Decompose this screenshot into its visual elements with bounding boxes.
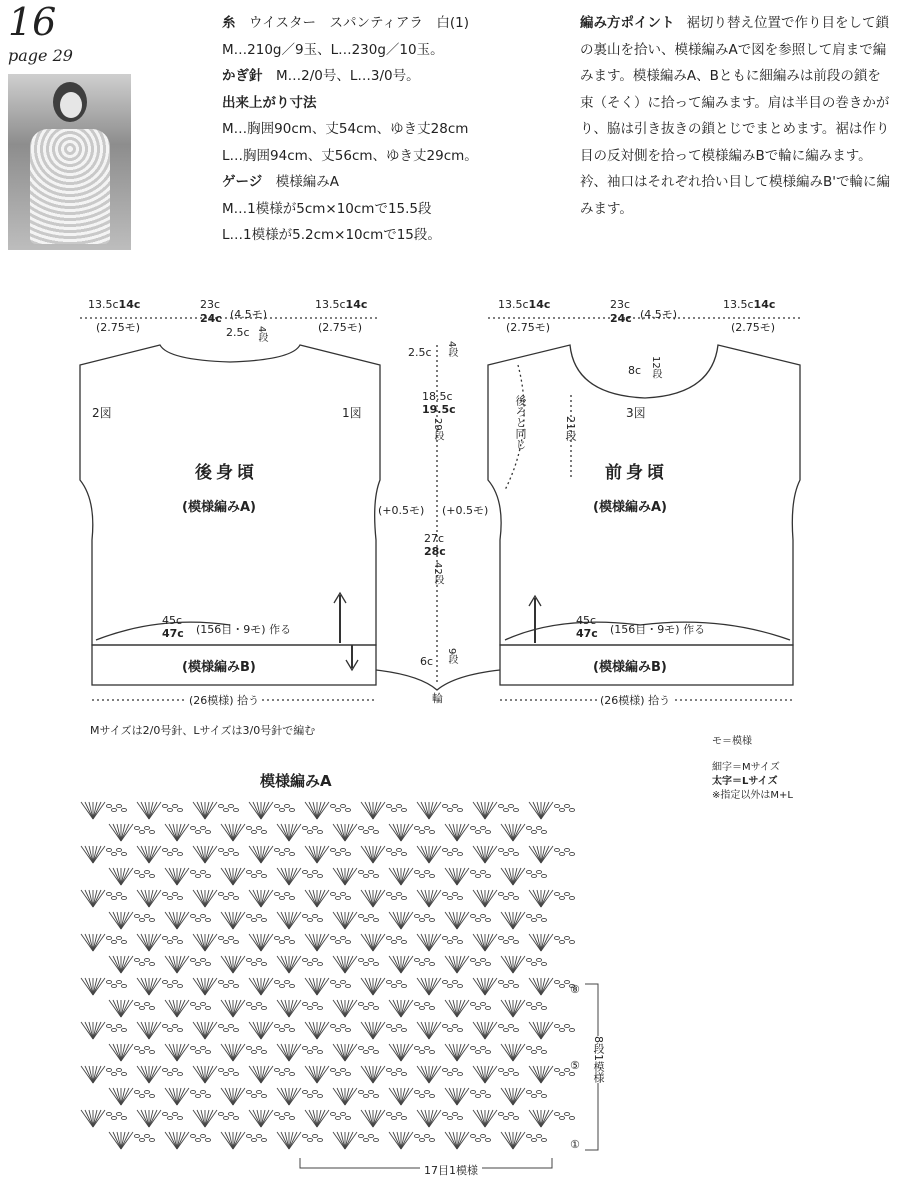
- front-neck-sub: (4.5モ): [640, 308, 678, 321]
- stitch-row: [81, 1066, 575, 1083]
- center-body-l: 28c: [424, 545, 446, 558]
- gauge-m: M…1模様が5cm×10cmで15.5段: [222, 200, 432, 217]
- back-shoulder-right-dim: 13.5c14c: [315, 298, 368, 311]
- stitch-row: [81, 846, 575, 863]
- back-pattern: (模様編みA): [182, 500, 256, 515]
- back-foundation-text: (156目・9モ) 作る: [196, 623, 292, 636]
- legend-default: ※指定以外はM+L: [712, 790, 793, 801]
- center-arm-l: 19.5c: [422, 403, 456, 416]
- size-m: M…胸囲90cm、丈54cm、ゆき丈28cm: [222, 121, 469, 137]
- plus-right: (+0.5モ): [442, 504, 489, 517]
- back-neck-dim-l: 24c: [200, 312, 222, 325]
- back-hem-pattern: (模様編みB): [182, 660, 256, 675]
- tips-text: 裾切り替え位置で作り目をして鎖の裏山を拾い、模様編みAで図を参照して肩まで編みます。模様編みA、Bともに細編みは前段の鎖を束（そく）に拾って編みます。肩は半目の巻きかがり、脇は引き抜きの鎖とじでまとめます。裾は作り目の反対側を拾って模様編みBで輪に編みます。衿、袖口はそれぞれ拾い目して模様編みB'で輪に編みます。: [580, 15, 890, 217]
- back-neck-rows: 4段: [256, 326, 267, 343]
- back-fig-left: 2図: [92, 406, 112, 420]
- pattern-number: 16: [8, 0, 57, 44]
- yarn-label: 糸: [222, 15, 236, 31]
- ring-label: 輪: [432, 692, 443, 705]
- stitch-row: [81, 890, 575, 907]
- gauge-label: ゲージ: [222, 174, 263, 190]
- front-foundation-l: 47c: [576, 627, 598, 640]
- front-shoulder-left-sub: (2.75モ): [506, 321, 551, 334]
- hook-text: M…2/0号、L…3/0号。: [276, 68, 420, 84]
- center-hem-dim: 6c: [420, 655, 434, 668]
- center-body-rows: 42段: [432, 562, 443, 585]
- back-hem-pick: (26模様) 拾う: [186, 692, 262, 708]
- chart-repeat-sts: 17目1模様: [420, 1162, 482, 1178]
- gauge-text: 模様編みA: [275, 174, 339, 190]
- stitch-row: [81, 934, 575, 951]
- hook-note: Mサイズは2/0号針、Lサイズは3/0号針で編む: [90, 724, 316, 737]
- front-neck-dim-l: 24c: [610, 312, 632, 325]
- center-top-rows: 4段: [446, 341, 457, 358]
- plus-left: (+0.5モ): [378, 504, 425, 517]
- stitch-row: [109, 1000, 547, 1017]
- legend-bold: 太字＝Lサイズ: [712, 776, 778, 787]
- front-hem-pick: (26模様) 拾う: [597, 692, 673, 708]
- front-neck-drop: 8c: [628, 364, 642, 377]
- center-hem-rows: 9段: [446, 648, 457, 665]
- front-foundation-text: (156目・9モ) 作る: [610, 623, 706, 636]
- stitch-row: [81, 978, 575, 995]
- front-foundation-m: 45c: [576, 614, 597, 627]
- back-title: 後身頃: [195, 463, 258, 483]
- front-rows21: 21段: [564, 416, 577, 441]
- center-arm-rows: 29段: [432, 418, 443, 441]
- gauge-l: L…1模様が5.2cm×10cmで15段。: [222, 227, 441, 243]
- back-neck-drop: 2.5c: [226, 326, 250, 339]
- back-neck-dim: 23c: [200, 298, 221, 311]
- back-fig-right: 1図: [342, 406, 362, 420]
- front-title: 前身頃: [605, 463, 668, 483]
- chart-title: 模様編みA: [260, 772, 332, 790]
- center-body-m: 27c: [424, 532, 445, 545]
- legend-mo: モ＝模様: [712, 736, 752, 747]
- legend-thin: 細字＝Mサイズ: [712, 762, 780, 773]
- yarn-amount: M…210g／9玉、L…230g／10玉。: [222, 41, 444, 58]
- stitch-row: [109, 1088, 547, 1105]
- stitch-row: [81, 1110, 575, 1127]
- tips-title: 編み方ポイント: [580, 15, 675, 31]
- size-label: 出来上がり寸法: [222, 94, 317, 111]
- back-shoulder-left-sub: (2.75モ): [96, 321, 141, 334]
- stitch-row: [109, 868, 547, 885]
- back-shoulder-left-dim: 13.5c14c: [88, 298, 141, 311]
- front-same-back: 後ろと同じ: [514, 395, 527, 450]
- front-neck-rows: 12段: [650, 356, 661, 379]
- hook-label: かぎ針: [222, 68, 263, 84]
- front-fig: 3図: [626, 406, 646, 420]
- center-top-dim: 2.5c: [408, 346, 432, 359]
- front-shoulder-right-dim: 13.5c14c: [723, 298, 776, 311]
- stitch-row: [109, 1132, 547, 1149]
- yarn-text: ウイスター スパンティアラ 白(1): [249, 15, 470, 31]
- stitch-row: [109, 956, 547, 973]
- stitch-row: [81, 1022, 575, 1039]
- back-foundation-l: 47c: [162, 627, 184, 640]
- stitch-row: [109, 824, 547, 841]
- center-arm-m: 18.5c: [422, 390, 453, 403]
- page-reference: page 29: [8, 46, 73, 65]
- stitch-row: [109, 1044, 547, 1061]
- front-shoulder-left-dim: 13.5c14c: [498, 298, 551, 311]
- stitch-row: [109, 912, 547, 929]
- front-hem-pattern: (模様編みB): [593, 660, 667, 675]
- back-neck-sub: (4.5モ): [230, 308, 268, 321]
- back-foundation-m: 45c: [162, 614, 183, 627]
- stitch-row: [81, 802, 575, 819]
- size-l: L…胸囲94cm、丈56cm、ゆき丈29cm。: [222, 147, 478, 164]
- back-shoulder-right-sub: (2.75モ): [318, 321, 363, 334]
- front-pattern: (模様編みA): [593, 500, 667, 515]
- front-neck-dim: 23c: [610, 298, 631, 311]
- chart-row-8: ⑧: [570, 983, 580, 996]
- chart-row-1: ①: [570, 1138, 580, 1151]
- chart-repeat-rows: 8段1模様: [592, 1036, 605, 1083]
- chart-row-5: ⑤: [570, 1059, 580, 1072]
- front-shoulder-right-sub: (2.75モ): [731, 321, 776, 334]
